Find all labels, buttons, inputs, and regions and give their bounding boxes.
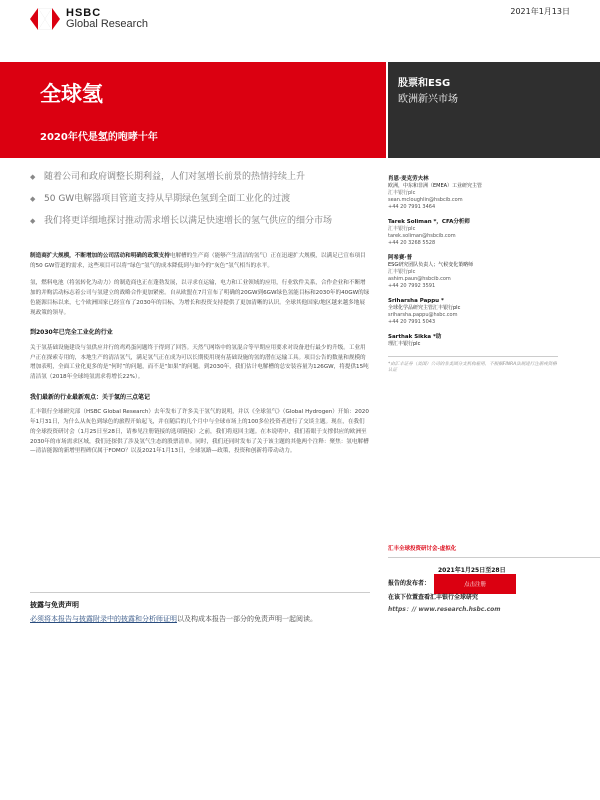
report-body [30, 252, 370, 465]
key-point [30, 192, 370, 206]
report-date: 2021年1月13日 [510, 7, 570, 16]
analyst-email[interactable]: ashim.paun@hsbcib.com [388, 276, 451, 282]
key-point-text: 随着公司和政府调整长期利益，人们对氢增长前景的热情持续上升 [44, 172, 306, 182]
key-point [30, 214, 370, 228]
sector-subtitle: 欧洲新兴市场 [398, 94, 458, 105]
key-point-text: 我们将更详细地探讨推动需求增长以满足快速增长的氢气供应的细分市场 [44, 216, 333, 226]
diamond-icon: ◆ [30, 217, 36, 225]
analyst-email[interactable]: sean.mcloughlin@hsbcib.com [388, 197, 463, 203]
analyst-org: 汇丰银行plc [388, 226, 416, 232]
hsbc-logo [30, 8, 148, 30]
divider [388, 557, 600, 558]
analyst-org: 汇丰银行plc [388, 269, 416, 275]
analyst-org: 汇丰银行plc [388, 190, 416, 196]
analyst-role: ESG研究团队负责人；气候变化策略师 [388, 262, 474, 268]
sector-title: 股票和ESG [398, 78, 451, 89]
analyst-name: Sarthak Sikka *助 [388, 334, 442, 340]
diamond-icon: ◆ [30, 173, 36, 181]
paragraph: 关于氢基础设施建设与氢供应并行的鸡鸡蛋问题终于得到了回答。天然气网络中的氢混合等早期应用要求对设备进行最少的升级。工业用户正在探索专用的，本地生产的清洁氢气，满足氢气正在成为可以长期使用现有基础设施的氢的潜在运输工具。项目公告的数量和规模的增加表明，全面工业化更多的是“何时”的问题，而不是“如果”的问题。到2030年，我们估计电解槽的总安装容量为126GW，将提供15吨清洁氢（2018年全球纯氢需求将增长22%）。 [30, 344, 369, 381]
title-banner [0, 62, 386, 158]
analyst-role: 欧洲，中东和非洲（EMEA）工业研究主管 [388, 183, 483, 189]
analyst-phone: +44 20 3268 5528 [388, 240, 436, 246]
analyst-name: 肖恩·麦克劳夫林 [388, 176, 429, 182]
divider [30, 592, 370, 593]
analyst-card [388, 255, 588, 290]
research-url[interactable]: https：// www.research.hsbc.com [388, 606, 501, 613]
analyst-email[interactable]: tarek.soliman@hsbcib.com [388, 233, 456, 239]
analyst-card [388, 298, 588, 326]
analyst-name: 阿希赛·普 [388, 255, 413, 261]
analyst-role: 全球化学品研究主管汇丰银行plc [388, 305, 461, 311]
analyst-card [388, 334, 588, 348]
analyst-card [388, 219, 588, 247]
paragraph [30, 252, 370, 271]
logo-line2: Global Research [66, 18, 148, 30]
analyst-name: Tarek Soliman *，CFA分析师 [388, 219, 470, 225]
view-research-label: 在该下位置查看汇丰银行全球研究 [388, 594, 479, 601]
analyst-phone: +44 20 7991 5043 [388, 319, 436, 325]
page-subtitle: 2020年代是氢的咆哮十年 [40, 132, 158, 143]
conference-date: 2021年1月25日至28日 [438, 567, 506, 574]
diamond-icon: ◆ [30, 195, 36, 203]
conference-link[interactable]: 汇丰全球投资研讨会-虚拟化 [388, 546, 457, 552]
registration-note: *由汇丰证券（美国）公司的非美国分支机构雇用，不根据FINRA法规进行注册或资格认证 [388, 356, 558, 373]
paragraph-text: 电解槽的生产商（能够产生清洁的氢气）正在迅速扩大规模，以满足已宣布项目的50 GW管道的需求，这些项目可以将“绿色”氢气的成本降低到与如今的“灰色”氢气相当的水平。 [30, 253, 366, 269]
disclosure-appendix-link[interactable]: 必须将本报告与披露附录中的披露和分析师证明 [30, 615, 177, 623]
register-button[interactable]: 点击注册 [434, 574, 516, 594]
analyst-phone: +44 20 7991 3464 [388, 204, 436, 210]
key-point-text: 50 GW电解器项目管道支持从早期绿色氢到全面工业化的过渡 [44, 194, 291, 204]
issuer-label: 报告的发布者： [388, 580, 431, 587]
paragraph-lead: 制造商扩大规模，不断增加的公司活动和明确的政策支持 [30, 253, 170, 259]
disclaimer-text [30, 612, 370, 626]
hsbc-hexagon-icon [30, 8, 60, 30]
logo-line1: HSBC [66, 7, 102, 19]
analyst-name: Sriharsha Pappu * [388, 298, 444, 304]
paragraph: 汇丰银行全球研究部（HSBC Global Research）去年发布了许多关于氢气的说明，并以《全球氢气》（Global Hydrogen）开始：2020年1月31日，为什么从灰色到绿色的旅程开始起飞，并在随后的几个月中与全球市场上的100多位投资者进行了交谈主题。现在，在我们的全球投资研讨会（1月25日至28日，请参见注册链接的选项链接）之前，我们将返回主题。在本说明中，我们着眼于支撑供应的欧洲至2030年的市场需求区域，我们还探供了涉及氢气生态的股票清单。同时，我们还同时发布了关于该主题的其他两个注释：聚焦：氢电解槽—清洁能源的新增里程碑仅属于FOMO？以及2021年1月13日，全球氢路—政策，投资和创新将带动动力。 [30, 409, 369, 455]
analyst-email[interactable]: sriharsha.pappu@hsbc.com [388, 312, 458, 318]
analyst-sidebar [388, 176, 588, 373]
paragraph: 氢，燃料电池（将氢转化为动力）的制造商也正在蓬勃发展，以寻求在运输，电力和工业领域的应用，行业软件关系，合作企业和不断增加的并购活动标志着公司与氢建立的战略合作更加紧密。自从欧盟在7月宣布了明确的20GW到6GW绿色氢能目标和2030年的40GW的绿色能源目标以来，七个欧洲国家已经宣布了2030年的目标，为增长和投资支持提供了更加清晰的认识。全球其他国家/地区越来越多地展现政策的领导。 [30, 280, 370, 316]
key-points [30, 170, 370, 236]
page-title: 全球氢 [40, 82, 103, 106]
section-heading: 到2030年已完全工业化的行业 [30, 329, 113, 337]
analyst-phone: +44 20 7992 3591 [388, 283, 436, 289]
analyst-role: 理汇丰银行plc [388, 341, 421, 347]
disclaimer-title: 披露与免责声明 [30, 601, 79, 609]
disclaimer-rest: 以及构成本报告一部分的免责声明一起阅读。 [177, 615, 317, 623]
key-point [30, 170, 370, 184]
analyst-card [388, 176, 588, 211]
sector-panel [388, 62, 600, 158]
section-heading: 我们最新的行业最新观点：关于氢的三点笔记 [30, 393, 151, 401]
